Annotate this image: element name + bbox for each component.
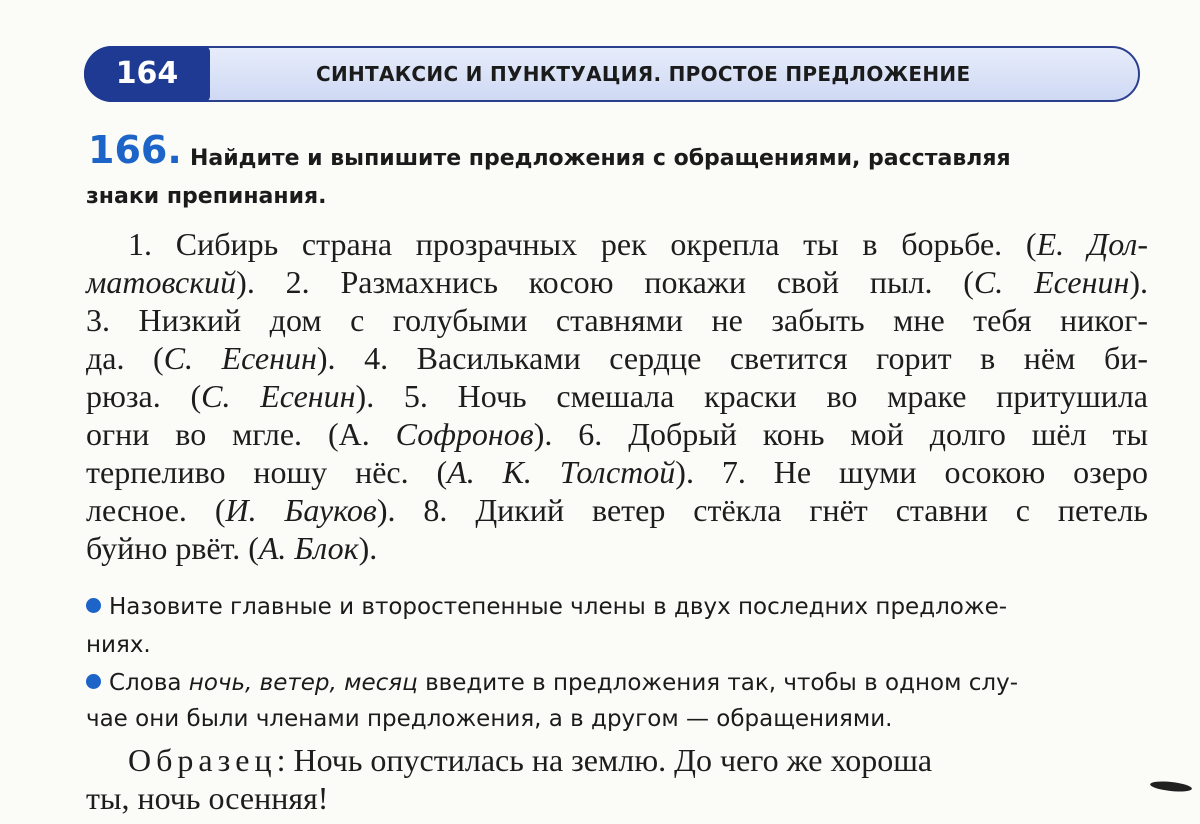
exercise-line-8: лесное. (И. Бауков). 8. Дикий ветер стёкла гнёт ставни с петель [86, 492, 1149, 528]
bullet-icon [86, 598, 101, 613]
exercise-line-2: матовский). 2. Размахнись косою покажи свой пыл. (С. Есенин). [86, 264, 1148, 300]
sample-line-2: ты, ночь осенняя! [86, 780, 329, 816]
running-header-title: СИНТАКСИС И ПУНКТУАЦИЯ. ПРОСТОЕ ПРЕДЛОЖЕНИЕ [316, 62, 971, 86]
exercise-line-7: терпеливо ношу нёс. (А. К. Толстой). 7. Не шуми осокою озеро [86, 454, 1149, 490]
page-number: 164 [84, 46, 210, 102]
exercise-line-4: да. (С. Есенин). 4. Васильками сердце светится горит в нём би- [86, 340, 1149, 376]
question-1-line-1: Назовите главные и второстепенные члены в двух последних предложе- [86, 594, 1007, 620]
sample-line-1: Образец: Ночь опустилась на землю. До чего же хороша [128, 742, 933, 778]
exercise-line-3: 3. Низкий дом с голубыми ставнями не забыть мне тебя никог- [86, 302, 1148, 338]
question-1-line-2: ниях. [86, 632, 151, 658]
sample-label: Образец [128, 742, 277, 778]
exercise-line-5: рюза. (С. Есенин). 5. Ночь смешала краски во мраке притушила [86, 378, 1149, 414]
question-2-line-2: чае они были членами предложения, а в другом — обращениями. [86, 706, 893, 732]
exercise-line-1: 1. Сибирь страна прозрачных рек окрепла ты в борьбе. (Е. Дол- [128, 226, 1149, 262]
ink-smudge [1150, 780, 1193, 793]
exercise-line-9: буйно рвёт. (А. Блок). [86, 530, 378, 566]
task-instruction-line-1: Найдите и выпишите предложения с обращениями, расставляя [190, 146, 1011, 171]
exercise-line-6: огни во мгле. (А. Софронов). 6. Добрый конь мой долго шёл ты [86, 416, 1148, 452]
question-2-line-1: Слова ночь, ветер, месяц введите в предложения так, чтобы в одном слу- [86, 670, 1018, 696]
bullet-icon [86, 674, 101, 689]
task-instruction-line-2: знаки препинания. [86, 184, 327, 209]
task-number: 166. [88, 128, 182, 172]
